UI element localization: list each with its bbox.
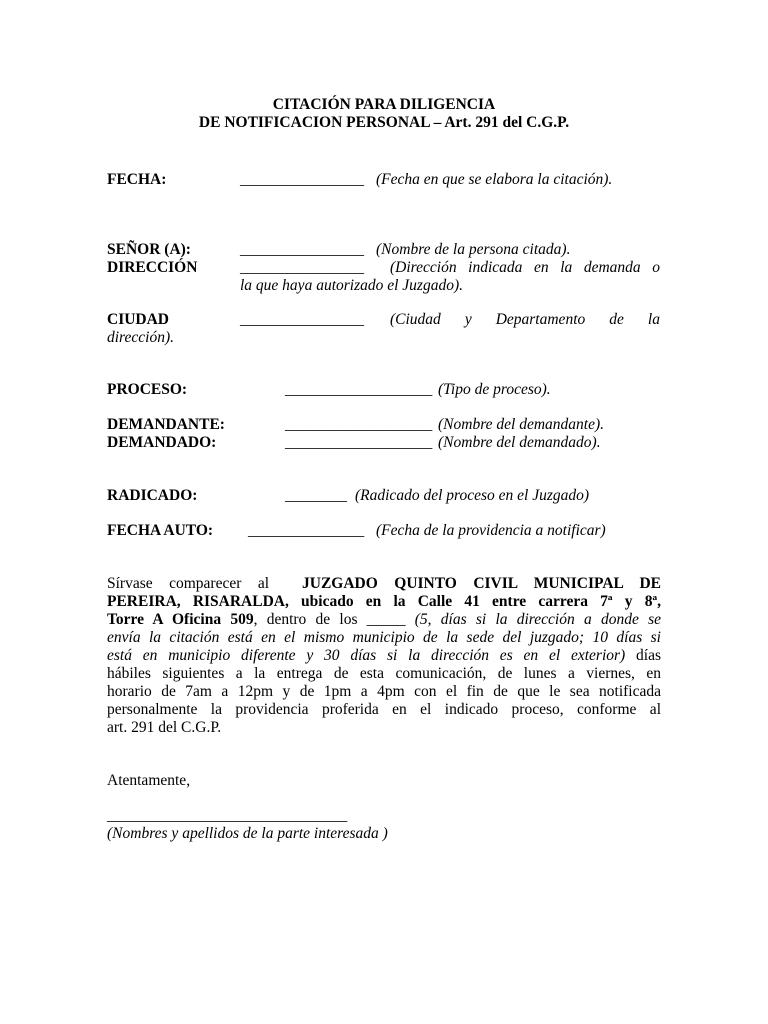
ciudad-hint-line1 xyxy=(390,311,660,329)
direccion-hint-word: en xyxy=(533,259,549,276)
ciudad-hint-word: y xyxy=(464,311,472,328)
body-text: Sírvase comparecer al xyxy=(107,575,270,592)
proceso-blank: ___________________ xyxy=(285,381,433,398)
body-line-2: PEREIRA, RISARALDA, ubicado en la Calle 41 entre carrera 7ª y 8ª, xyxy=(107,593,661,610)
ciudad-blank: ________________ xyxy=(240,311,364,328)
radicado-label: RADICADO: xyxy=(107,487,198,504)
body-line-8: personalmente la providencia proferida en el indicado proceso, conforme al xyxy=(107,701,661,718)
direccion-hint-word: indicada xyxy=(468,259,523,276)
ciudad-hint-word: de xyxy=(609,311,624,328)
fecha-auto-hint: (Fecha de la providencia a notificar) xyxy=(376,522,606,539)
direccion-hint-word: la xyxy=(560,259,573,276)
fecha-auto-label: FECHA AUTO: xyxy=(107,522,214,539)
direccion-hint-line2: la que haya autorizado el Juzgado). xyxy=(240,277,464,294)
demandante-hint: (Nombre del demandante). xyxy=(438,416,605,433)
demandante-blank: ___________________ xyxy=(285,416,433,433)
body-line-9: art. 291 del C.G.P. xyxy=(107,719,222,736)
body-line-1 xyxy=(107,575,661,593)
body-text: días xyxy=(636,647,662,664)
proceso-label: PROCESO: xyxy=(107,381,188,398)
senor-hint: (Nombre de la persona citada). xyxy=(376,241,571,258)
body-line-6: hábiles siguientes a la entrega de esta comunicación, de lunes a viernes, en xyxy=(107,665,661,682)
fecha-label: FECHA: xyxy=(107,171,167,188)
ciudad-hint-word: Departamento xyxy=(495,311,586,328)
ciudad-hint-word: la xyxy=(647,311,660,328)
demandado-label: DEMANDADO: xyxy=(107,434,217,451)
ciudad-label: CIUDAD xyxy=(107,311,169,328)
body-line-4: envía la citación está en el mismo municipio de la sede del juzgado; 10 días si xyxy=(107,629,661,646)
court-name: JUZGADO QUINTO CIVIL MUNICIPAL DE xyxy=(302,575,662,592)
signature-hint: (Nombres y apellidos de la parte interesada ) xyxy=(107,825,388,842)
body-italic-note: está en municipio diferente y 30 días si la dirección es en el exterior) xyxy=(107,647,626,664)
document-title-line1: CITACIÓN PARA DILIGENCIA xyxy=(272,96,496,113)
direccion-blank: ________________ xyxy=(240,259,364,276)
body-line-5 xyxy=(107,647,661,665)
ciudad-hint-line2: dirección). xyxy=(107,329,174,346)
radicado-hint: (Radicado del proceso en el Juzgado) xyxy=(355,487,590,504)
senor-blank: ________________ xyxy=(240,241,364,258)
signature-line: _______________________________ xyxy=(107,807,348,824)
senor-label: SEÑOR (A): xyxy=(107,241,191,258)
closing-atentamente: Atentamente, xyxy=(107,772,191,789)
demandado-hint: (Nombre del demandado). xyxy=(438,434,601,451)
body-line-3 xyxy=(107,611,661,629)
ciudad-hint-word: (Ciudad xyxy=(390,311,441,328)
demandante-label: DEMANDANTE: xyxy=(107,416,225,433)
demandado-blank: ___________________ xyxy=(285,434,433,451)
body-text: , dentro de los _____ xyxy=(253,611,406,628)
document-title-line2: DE NOTIFICACION PERSONAL – Art. 291 del C.G.P. xyxy=(198,114,570,131)
direccion-hint-word: o xyxy=(652,259,660,276)
direccion-hint-word: demanda xyxy=(583,259,641,276)
body-line-7: horario de 7am a 12pm y de 1pm a 4pm con el fin de que le sea notificada xyxy=(107,683,661,700)
direccion-label: DIRECCIÓN xyxy=(107,259,198,276)
direccion-hint-line1 xyxy=(390,259,660,277)
body-italic-note: (5, días si la dirección a donde se xyxy=(414,611,661,628)
fecha-blank: ________________ xyxy=(240,171,364,188)
radicado-blank: ________ xyxy=(285,487,347,504)
direccion-hint-word: (Dirección xyxy=(390,259,457,276)
fecha-auto-blank: _______________ xyxy=(248,522,365,539)
fecha-hint: (Fecha en que se elabora la citación). xyxy=(376,171,613,188)
proceso-hint: (Tipo de proceso). xyxy=(438,381,551,398)
office-address: Torre A Oficina 509 xyxy=(107,611,254,628)
